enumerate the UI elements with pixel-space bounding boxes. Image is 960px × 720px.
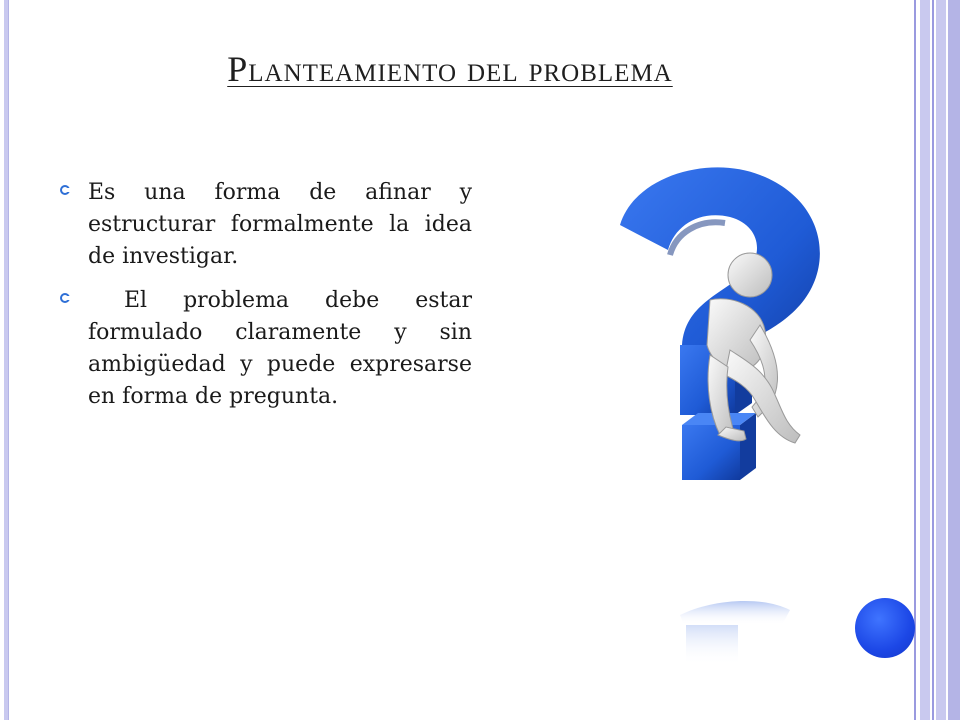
bullet-item [60, 177, 472, 273]
bullet-text: El problema debe estar formulado claramente y sin ambigüedad y puede expresarse en forma de pregunta. [88, 288, 480, 409]
slide-title-text: Planteamiento del problema [227, 49, 673, 89]
bullet-item [60, 285, 480, 413]
stripe [932, 0, 934, 720]
question-mark-thinker-icon [560, 155, 890, 675]
bullet-list [60, 177, 480, 425]
bullet-icon [60, 293, 70, 303]
slide-title [0, 48, 900, 90]
stripe [914, 0, 916, 720]
left-border [4, 0, 9, 720]
stripe [920, 0, 930, 720]
bullet-icon [60, 185, 70, 195]
right-stripes [914, 0, 960, 720]
bullet-text: Es una forma de afinar y estructurar formalmente la idea de investigar. [88, 180, 472, 269]
stripe [948, 0, 960, 720]
stripe [936, 0, 946, 720]
decorative-circle [855, 598, 915, 658]
